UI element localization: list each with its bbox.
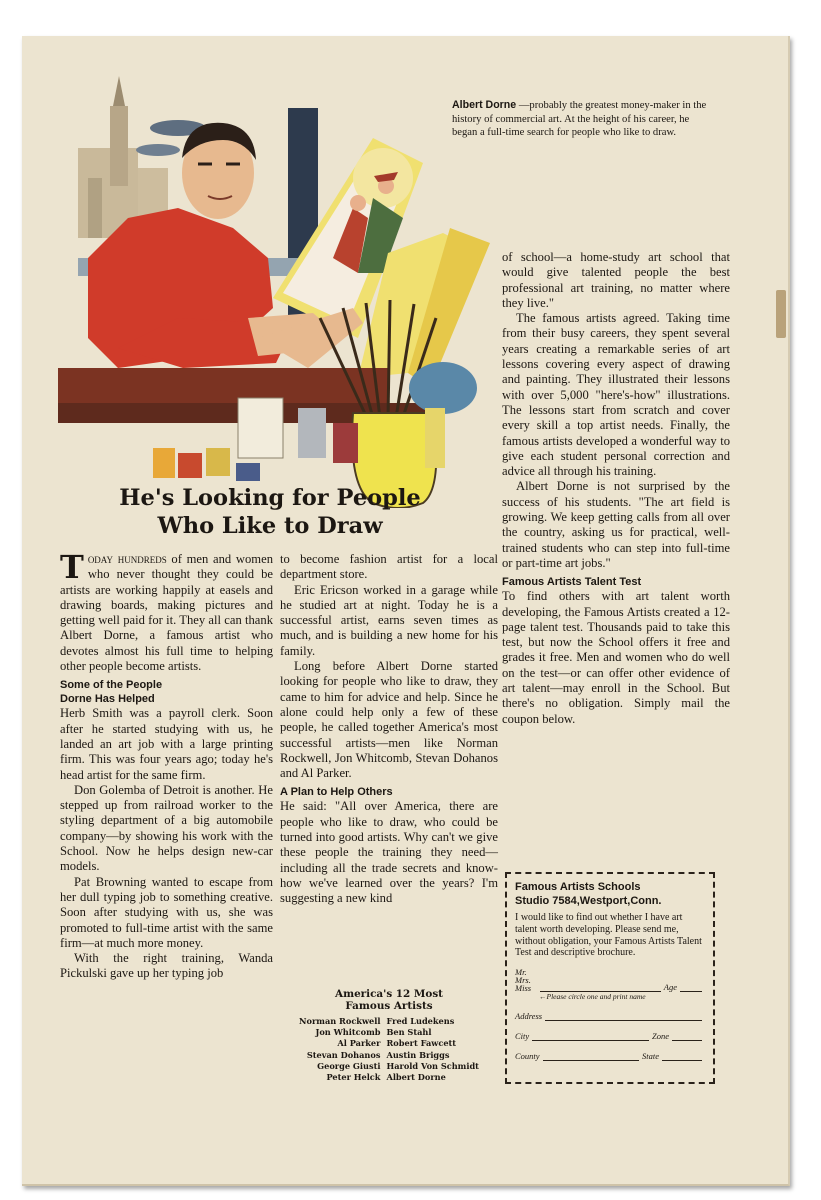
coupon-header-1: Famous Artists Schools <box>515 881 641 893</box>
subhead-talent-test: Famous Artists Talent Test <box>502 576 642 589</box>
artist-name: Albert Dorne <box>386 1072 446 1083</box>
artists-table <box>296 1016 482 1083</box>
famous-artists-box <box>280 988 498 1083</box>
coupon-county-row <box>515 1050 705 1061</box>
artist-name: Robert Fawcett <box>386 1038 457 1049</box>
county-field[interactable] <box>543 1050 639 1061</box>
intro-small-caps: oday hundreds <box>87 552 167 566</box>
paragraph: of school—a home-study art school that would give talented people the best professional art training, no matter where they live." <box>502 250 730 310</box>
intro-text: of men and women who never thought they could be artists are working happily at easels and drawing boards, making pictures and getting well paid for it. They all can thank Albert Dorne, a famous artist who devotes almost his full time to helping other people become artists. <box>60 552 273 674</box>
artist-name: Harold Von Schmidt <box>386 1060 479 1071</box>
paragraph: to become fashion artist for a local department store. <box>280 552 498 582</box>
paragraph: Pat Browning wanted to escape from her dull typing job to something creative. Soon after studying with us, she was promoted to full-time artist with the same firm—at much more money. <box>60 874 273 950</box>
city-field[interactable] <box>532 1030 649 1041</box>
intro-paragraph <box>60 548 273 674</box>
paragraph: Don Golemba of Detroit is another. He stepped up from railroad worker to the styling department of a big automobile company—by showing his work with the School. Now he helps design new-car models. <box>60 782 273 874</box>
caption-text: —probably the greatest money-maker in the history of commercial art. At the height of his career, he began a full-time search for people who like to draw. <box>452 100 707 139</box>
paragraph: Eric Ericson worked in a garage while he studied art at night. Today he is a successful artist, earns seven times as much, and is building a new home for his family. <box>280 582 498 658</box>
paragraph: Long before Albert Dorne started looking for people who like to draw, they came to him for advice and help. Since he alone could help only a few of these people, he called together America's most successful artists—men like Norman Rockwell, Jon Whitcomb, Stevan Dohanos and Al Parker. <box>280 659 498 781</box>
artist-name: Peter Helck <box>326 1072 381 1083</box>
artist-name: Austin Briggs <box>386 1049 450 1060</box>
state-label: State <box>642 1051 659 1062</box>
column-2 <box>280 552 498 907</box>
artist-row <box>296 1016 482 1027</box>
circle-note: ←Please circle one and print name <box>539 992 646 1002</box>
artist-name: Norman Rockwell <box>299 1016 381 1026</box>
coupon-body: I would like to find out whether I have art talent worth developing. Please send me, without obligation, your Famous Artists Talent Test and descriptive brochure. <box>515 912 702 959</box>
address-field[interactable] <box>545 1010 702 1021</box>
staple-mark <box>776 290 786 338</box>
artist-name: Jon Whitcomb <box>315 1027 381 1038</box>
artist-name: George Giusti <box>317 1060 381 1071</box>
artist-row <box>296 1072 482 1083</box>
artists-title-2: Famous Artists <box>345 1000 433 1012</box>
paragraph: To find others with art talent worth developing, the Famous Artists created a 12-page talent test. Thousands paid to take this test, but now the School offers it free and grades it free. Men and women who do well on the test—or can offer other evidence of art talent—may enroll in the School. But there's no obligation. Simply mail the coupon below. <box>502 589 730 726</box>
albert-dorne-illustration <box>58 68 498 508</box>
coupon-city-row <box>515 1030 705 1041</box>
paragraph: Herb Smith was a payroll clerk. Soon after he started studying with us, he landed an art job with a large printing firm. This was four years ago; today he's head artist for the same firm. <box>60 706 273 782</box>
city-label: City <box>515 1031 530 1042</box>
subhead-people-helped <box>60 678 273 706</box>
artist-row <box>296 1027 482 1038</box>
address-label: Address <box>515 1011 543 1022</box>
zone-label: Zone <box>652 1031 669 1042</box>
artist-name: Ben Stahl <box>386 1027 432 1038</box>
coupon-address-row <box>515 1010 705 1021</box>
paragraph: He said: "All over America, there are people who like to draw, who could be turned into good artists. Why can't we give these people the training they need—including all the trade secrets and know-how we've learned over the years? I'm suggesting a new kind <box>280 799 498 906</box>
caption-name: Albert Dorne <box>452 99 517 111</box>
artist-name: Stevan Dohanos <box>306 1049 381 1060</box>
age-field[interactable] <box>680 981 702 992</box>
coupon-header-2: Studio 7584,Westport,Conn. <box>515 895 662 907</box>
zone-field[interactable] <box>672 1030 702 1041</box>
headline-line-2: Who Like to Draw <box>157 513 383 539</box>
paragraph: Albert Dorne is not surprised by the success of his students. "The art field is growing. We keep getting calls from all over the country, asking us for practical, well-trained students who can step into full-time or part-time art jobs." <box>502 479 730 570</box>
subhead-line-2: Dorne Has Helped <box>60 693 155 706</box>
artist-row <box>296 1050 482 1061</box>
headline <box>70 484 470 540</box>
artist-row <box>296 1061 482 1072</box>
artist-row <box>296 1038 482 1049</box>
subhead-plan: A Plan to Help Others <box>280 786 393 799</box>
illustration-caption <box>452 99 712 140</box>
age-label: Age <box>663 982 677 993</box>
subhead-line-1: Some of the People <box>60 679 163 692</box>
artists-title-1: America's 12 Most <box>335 988 443 1000</box>
name-field[interactable] <box>540 981 661 992</box>
county-label: County <box>515 1051 540 1062</box>
artist-name: Fred Ludekens <box>386 1016 455 1026</box>
coupon-name-row <box>515 968 705 992</box>
drop-cap: T <box>60 548 84 586</box>
mail-coupon[interactable] <box>505 872 715 1084</box>
headline-line-1: He's Looking for People <box>119 485 421 511</box>
column-3 <box>502 250 730 727</box>
salutation-label: Mr. Mrs. Miss <box>515 967 532 994</box>
paragraph: With the right training, Wanda Pickulski gave up her typing job <box>60 951 273 981</box>
paragraph: The famous artists agreed. Taking time from their busy careers, they spent several years creating a remarkable series of art lessons covering every aspect of drawing and painting. They illustrated their lessons with over 5,000 "here's-how" illustrations. The lessons start from scratch and cover every skill a top artist needs. Finally, the famous artists developed a wonderful way to give each student personal correction and advice all through his training. <box>502 311 730 479</box>
state-field[interactable] <box>662 1050 702 1061</box>
artist-name: Al Parker <box>337 1038 381 1049</box>
column-1 <box>60 548 273 982</box>
